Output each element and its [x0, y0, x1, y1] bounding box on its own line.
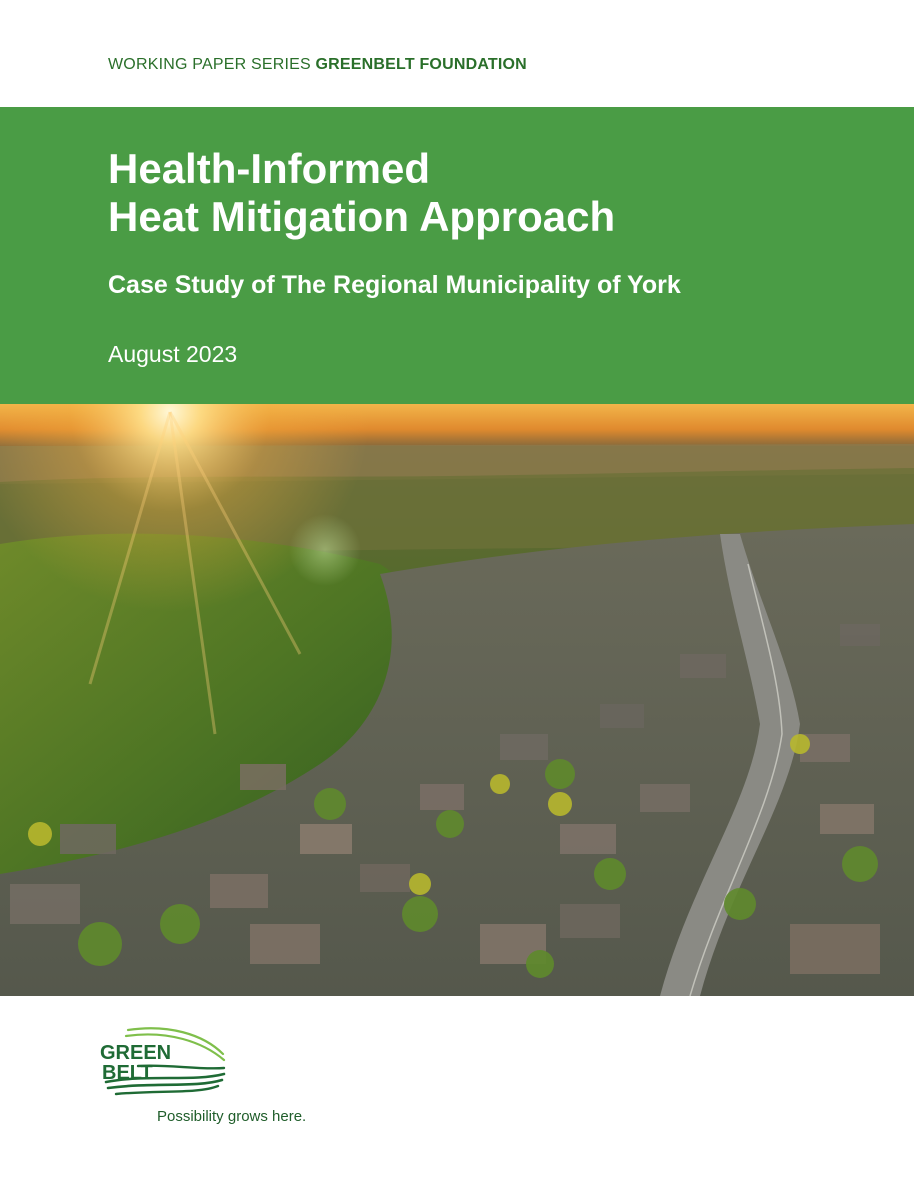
logo-word-green: GREEN [100, 1042, 172, 1064]
logo-tagline: Possibility grows here. [157, 1108, 307, 1125]
greenbelt-logo-icon [98, 1024, 228, 1098]
organization-name: GREENBELT FOUNDATION [315, 56, 527, 73]
cover-photo [0, 404, 914, 996]
title-line-1: Health-Informed [108, 145, 431, 192]
logo-word-belt: BELT [102, 1062, 153, 1084]
publication-date: August 2023 [108, 341, 238, 367]
document-subtitle: Case Study of The Regional Municipality of York [108, 271, 681, 299]
series-label: WORKING PAPER SERIES [108, 56, 311, 73]
document-title [108, 145, 828, 241]
title-line-2: Heat Mitigation Approach [108, 193, 616, 240]
series-header [108, 56, 527, 74]
